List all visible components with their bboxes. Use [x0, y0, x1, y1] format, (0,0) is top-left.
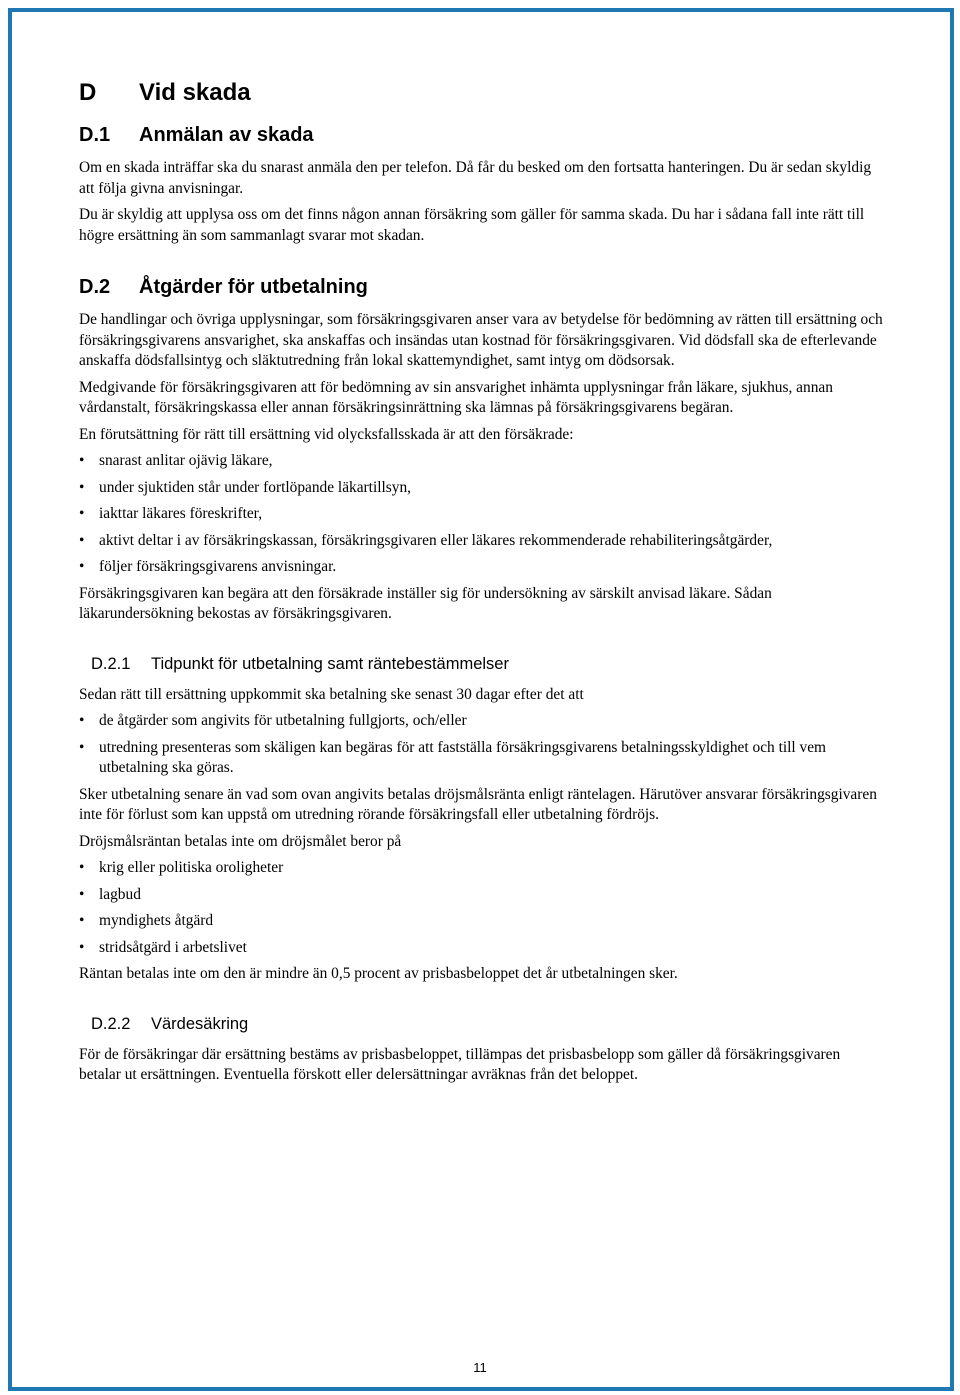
document-body — [79, 78, 884, 1092]
bullet-icon: • — [79, 558, 85, 575]
bullet-icon: • — [79, 531, 85, 549]
page-number: 11 — [473, 1360, 487, 1375]
bullet-icon: • — [79, 885, 85, 903]
bullet-list — [79, 711, 884, 779]
paragraph: Dröjsmålsräntan betalas inte om dröjsmålet beror på — [79, 832, 402, 850]
paragraph: De handlingar och övriga upplysningar, som försäkringsgivaren anser vara av betydelse för bedömning av rätten till ersättning och försäkringsgivarens ansvarighet, ska anskaffas och insändas utan kostnad för försäkringsgivaren. Vid dödsfall ska de efterlevande anskaffa dödsfallsintyg och släktutredning från lokal skattemyndighet, samt intyg om dödsorsak. — [79, 311, 883, 369]
bullet-icon: • — [79, 912, 85, 929]
list-item: • under sjuktiden står under fortlöpande läkartillsyn, — [79, 478, 884, 499]
paragraph: Om en skada inträffar ska du snarast anmäla den per telefon. Då får du besked om den fortsatta hanteringen. Du är sedan skyldig att följa givna anvisningar. — [79, 159, 872, 197]
heading-number: D.2.1 — [91, 654, 131, 673]
list-item: • aktivt deltar i av försäkringskassan, försäkringsgivaren eller läkares rekommenderade rehabiliteringsåtgärder, — [79, 531, 884, 552]
paragraph: Räntan betalas inte om den är mindre än 0,5 procent av prisbasbeloppet det år utbetalningen sker. — [79, 965, 678, 982]
list-item: • de åtgärder som angivits för utbetalning fullgjorts, och/eller — [79, 711, 884, 732]
list-item: • lagbud — [79, 885, 884, 906]
heading-section-d1 — [79, 122, 884, 148]
bullet-list — [79, 451, 884, 578]
paragraph: Försäkringsgivaren kan begära att den försäkrade inställer sig för undersökning av särskilt anvisad läkare. Sådan läkarundersökning bekostas av försäkringsgivaren. — [79, 584, 772, 622]
bullet-icon: • — [79, 478, 85, 496]
heading-title: Tidpunkt för utbetalning samt räntebestämmelser — [151, 654, 509, 673]
heading-number: D — [79, 79, 97, 106]
heading-number: D.1 — [79, 124, 111, 146]
heading-number: D.2.2 — [91, 1014, 131, 1033]
heading-title: Vid skada — [139, 79, 251, 106]
paragraph: En förutsättning för rätt till ersättning vid olycksfallsskada är att den försäkrade: — [79, 425, 574, 443]
list-item: • utredning presenteras som skäligen kan begäras för att fastställa försäkringsgivarens betalningsskyldighet och till vem utbetalning ska göras. — [79, 738, 827, 776]
bullet-icon: • — [79, 859, 85, 876]
list-item: • krig eller politiska oroligheter — [79, 858, 884, 879]
list-item: • följer försäkringsgivarens anvisningar. — [79, 557, 884, 578]
list-item: • snarast anlitar ojävig läkare, — [79, 451, 884, 472]
list-item: • iakttar läkares föreskrifter, — [79, 504, 884, 525]
bullet-icon: • — [79, 712, 85, 729]
heading-number: D.2 — [79, 276, 111, 298]
paragraph: För de försäkringar där ersättning bestäms av prisbasbeloppet, tillämpas det prisbasbelopp som gäller då försäkringsgivaren betalar ut ersättningen. Eventuella förskott eller delersättningar avräknas från det beloppet. — [79, 1045, 841, 1083]
paragraph: Medgivande för försäkringsgivaren att för bedömning av sin ansvarighet inhämta upplysningar från läkare, sjukhus, annan vårdanstalt, försäkringskassa eller annan försäkringsinrättning ska lämnas på försäkringsgivarens begäran. — [79, 378, 833, 416]
bullet-icon: • — [79, 738, 85, 756]
bullet-icon: • — [79, 938, 85, 956]
heading-title: Värdesäkring — [151, 1014, 249, 1033]
heading-title: Anmälan av skada — [139, 124, 314, 146]
heading-section-d — [79, 78, 884, 108]
heading-section-d2 — [79, 274, 884, 300]
bullet-icon: • — [79, 452, 85, 469]
heading-section-d21 — [91, 653, 884, 675]
paragraph: Sker utbetalning senare än vad som ovan angivits betalas dröjsmålsränta enligt räntelagen. Härutöver ansvarar försäkringsgivaren inte för förlust som kan uppstå om utredning rörande försäkringsfall eller utbetalning fördröjs. — [79, 785, 877, 823]
paragraph: Sedan rätt till ersättning uppkommit ska betalning ske senast 30 dagar efter det att — [79, 685, 584, 703]
heading-title: Åtgärder för utbetalning — [139, 276, 368, 298]
paragraph: Du är skyldig att upplysa oss om det finns någon annan försäkring som gäller för samma skada. Du har i sådana fall inte rätt till högre ersättning än som sammanlagt svarar mot skadan. — [79, 206, 865, 244]
heading-section-d22 — [91, 1013, 884, 1035]
list-item: • myndighets åtgärd — [79, 911, 884, 932]
bullet-list — [79, 858, 884, 958]
bullet-icon: • — [79, 505, 85, 522]
list-item: • stridsåtgärd i arbetslivet — [79, 938, 884, 959]
